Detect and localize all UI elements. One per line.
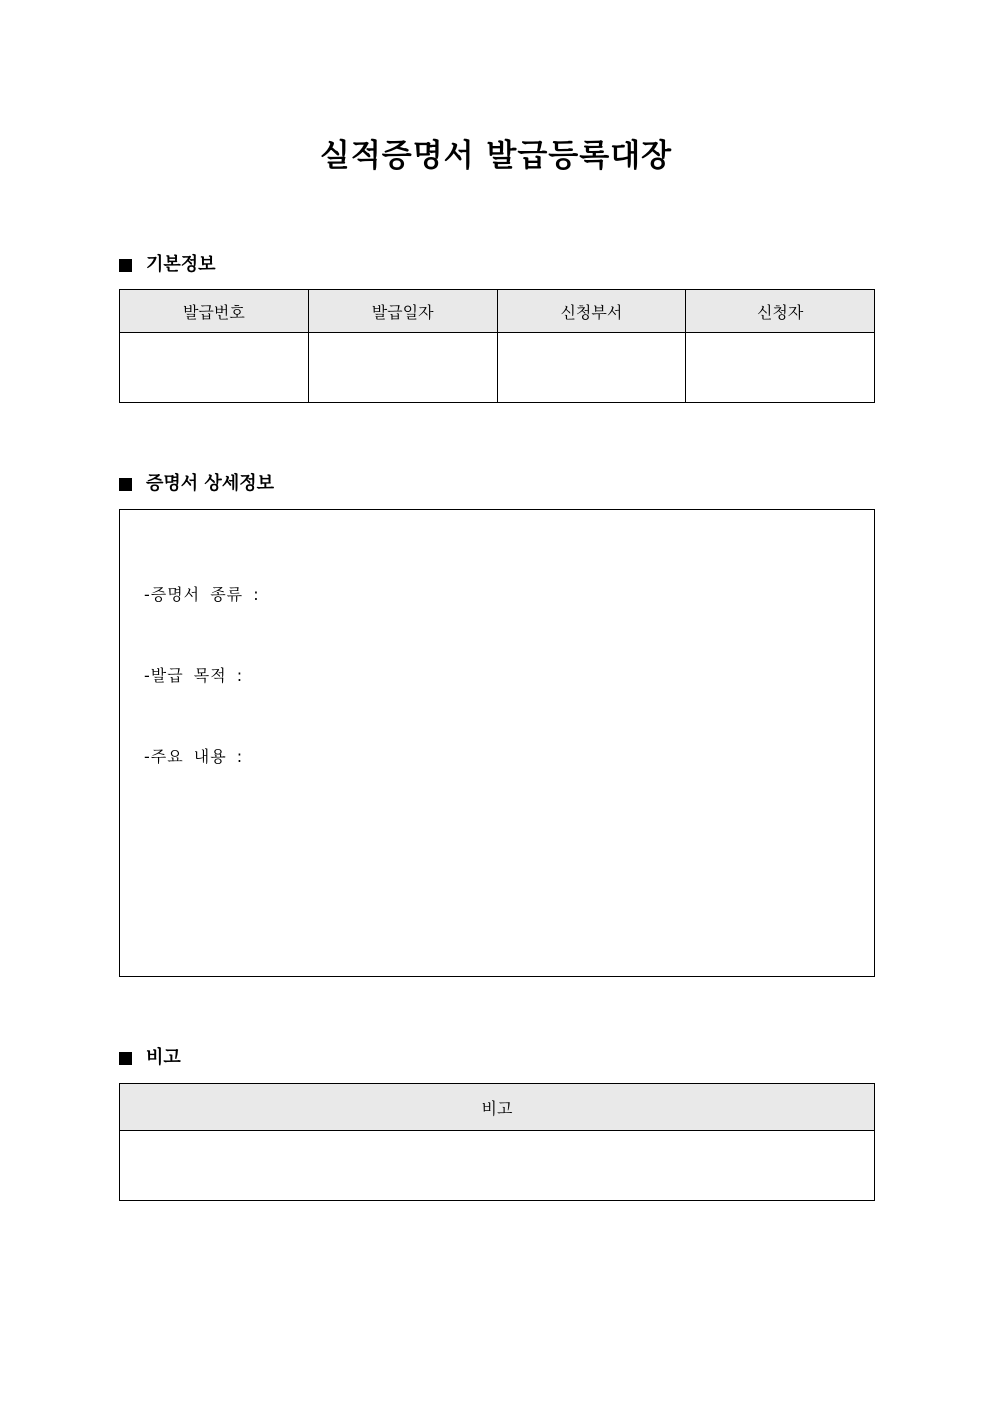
applicant-cell[interactable] xyxy=(686,333,875,403)
black-square-icon xyxy=(119,1052,132,1065)
notes-heading-label: 비고 xyxy=(146,1047,181,1068)
notes-table xyxy=(119,1083,875,1201)
main-content-line: -주요 내용 : xyxy=(144,747,244,766)
notes-cell[interactable] xyxy=(120,1131,875,1201)
department-cell[interactable] xyxy=(497,333,686,403)
column-header-issue-date: 발급일자 xyxy=(308,290,497,333)
basic-info-table xyxy=(119,289,875,403)
issue-date-cell[interactable] xyxy=(308,333,497,403)
black-square-icon xyxy=(119,259,132,272)
detail-info-box[interactable] xyxy=(119,509,875,977)
black-square-icon xyxy=(119,478,132,491)
notes-header-row xyxy=(120,1084,875,1131)
basic-info-heading xyxy=(119,253,216,277)
detail-lines xyxy=(144,527,260,824)
issue-purpose-line: -발급 목적 : xyxy=(144,666,244,685)
column-header-department: 신청부서 xyxy=(497,290,686,333)
column-header-issue-number: 발급번호 xyxy=(120,290,309,333)
column-header-notes: 비고 xyxy=(120,1084,875,1131)
basic-info-heading-label: 기본정보 xyxy=(146,254,216,275)
basic-info-value-row xyxy=(120,333,875,403)
column-header-applicant: 신청자 xyxy=(686,290,875,333)
certificate-type-line: -증명서 종류 : xyxy=(144,585,260,604)
notes-heading xyxy=(119,1046,181,1070)
basic-info-header-row xyxy=(120,290,875,333)
detail-info-heading-label: 증명서 상세정보 xyxy=(146,473,274,494)
page-title: 실적증명서 발급등록대장 xyxy=(319,138,673,174)
detail-info-heading xyxy=(119,472,274,496)
issue-number-cell[interactable] xyxy=(120,333,309,403)
notes-value-row xyxy=(120,1131,875,1201)
